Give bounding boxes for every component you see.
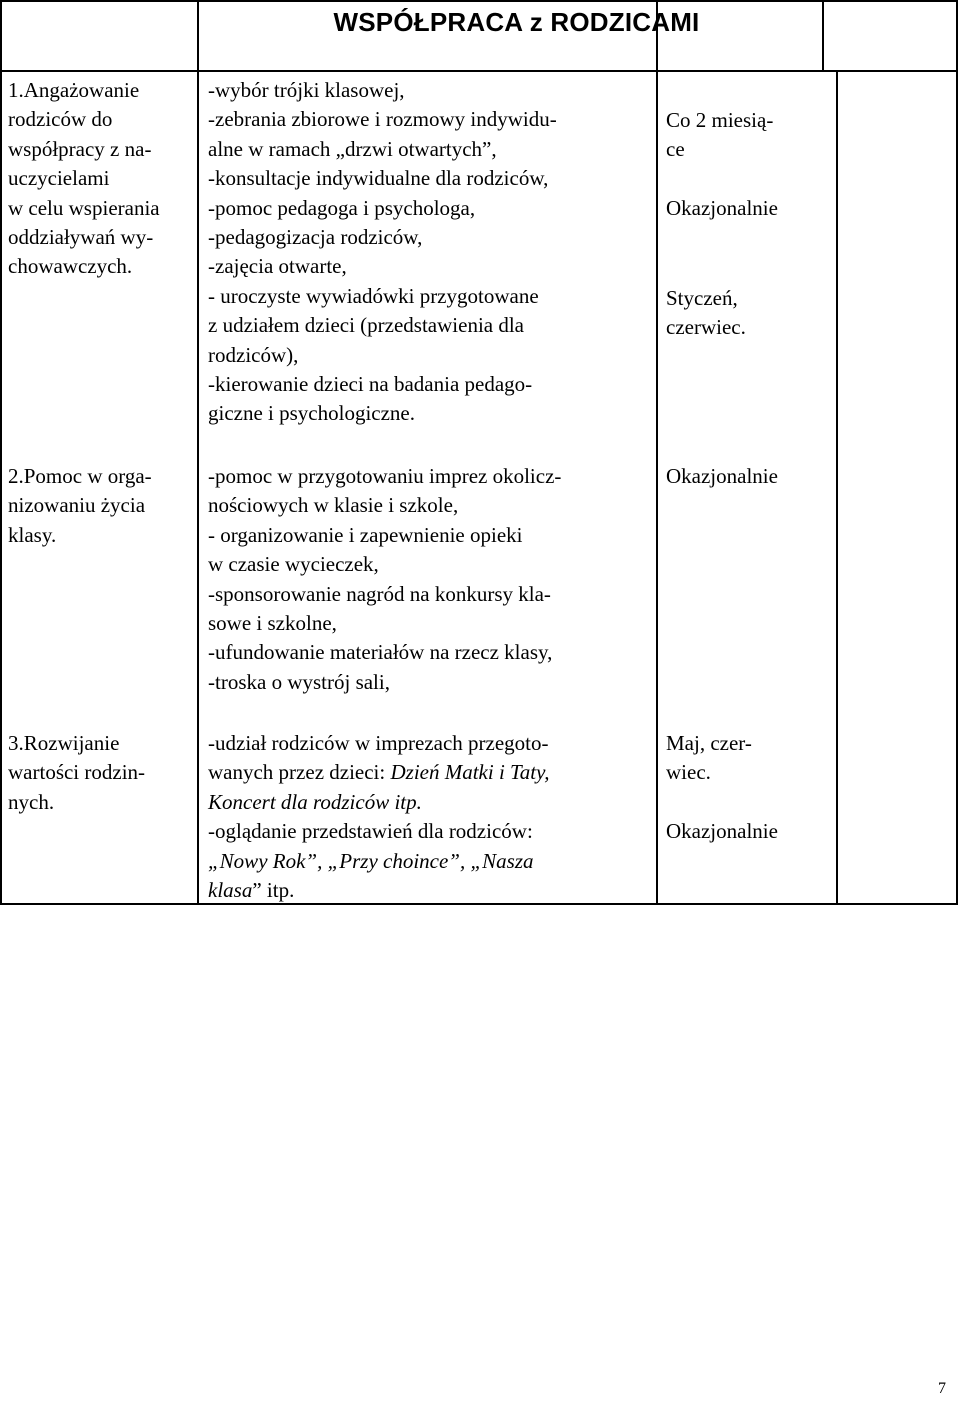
column-divider-2	[656, 0, 658, 905]
row2-term: Okazjonalnie	[666, 464, 778, 488]
row1-tasks: -wybór trójki klasowej, -zebrania zbiorowe i rozmowy indywidu- alne w ramach „drzwi otwartych”, -konsultacje indywidualne dla rodziców, -pomoc pedagoga i psychologa, -pedagogizacja rodziców, -zajęcia otwarte, - uroczyste wywiadówki przygotowane z udziałem dzieci (przedstawienia dla rodziców), -kierowanie dzieci na badania pedago- giczne i psychologiczne.	[208, 78, 557, 426]
row1-term-b: Okazjonalnie	[666, 196, 778, 220]
header-bottom-border	[2, 70, 958, 72]
page-title: WSPÓŁPRACA z RODZICAMI	[333, 7, 700, 37]
row1-term-c: Styczeń, czerwiec.	[666, 286, 746, 340]
row2-area: 2.Pomoc w orga- nizowaniu życia klasy.	[8, 464, 152, 547]
row1-term-a: Co 2 miesią- ce	[666, 108, 774, 162]
row2-tasks: -pomoc w przygotowaniu imprez okolicz- nościowych w klasie i szkole, - organizowanie i zapewnienie opieki w czasie wycieczek, -sponsorowanie nagród na konkursy kla- sowe i szkolne, -ufundowanie materiałów na rzecz klasy, -troska o wystrój sali,	[208, 464, 562, 694]
row3-term-a: Maj, czer- wiec.	[666, 731, 752, 785]
row1-area: 1.Angażowanie rodziców do współpracy z na- uczycielami w celu wspierania oddziaływań wy- chowawczych.	[8, 78, 160, 279]
row3-tasks: -udział rodziców w imprezach przegoto- wanych przez dzieci: Dzień Matki i Taty, Koncert dla rodziców itp. -oglądanie przedstawień dla rodziców: „Nowy Rok”, „Przy choince”, „Nasza klasa” itp.	[208, 731, 550, 903]
row3-term-b: Okazjonalnie	[666, 819, 778, 843]
table-top-border	[2, 0, 958, 2]
row3-area: 3.Rozwijanie wartości rodzin- nych.	[8, 731, 146, 814]
column-divider-4	[836, 72, 838, 905]
page-number: 7	[938, 1380, 946, 1397]
column-divider-1	[197, 0, 199, 905]
